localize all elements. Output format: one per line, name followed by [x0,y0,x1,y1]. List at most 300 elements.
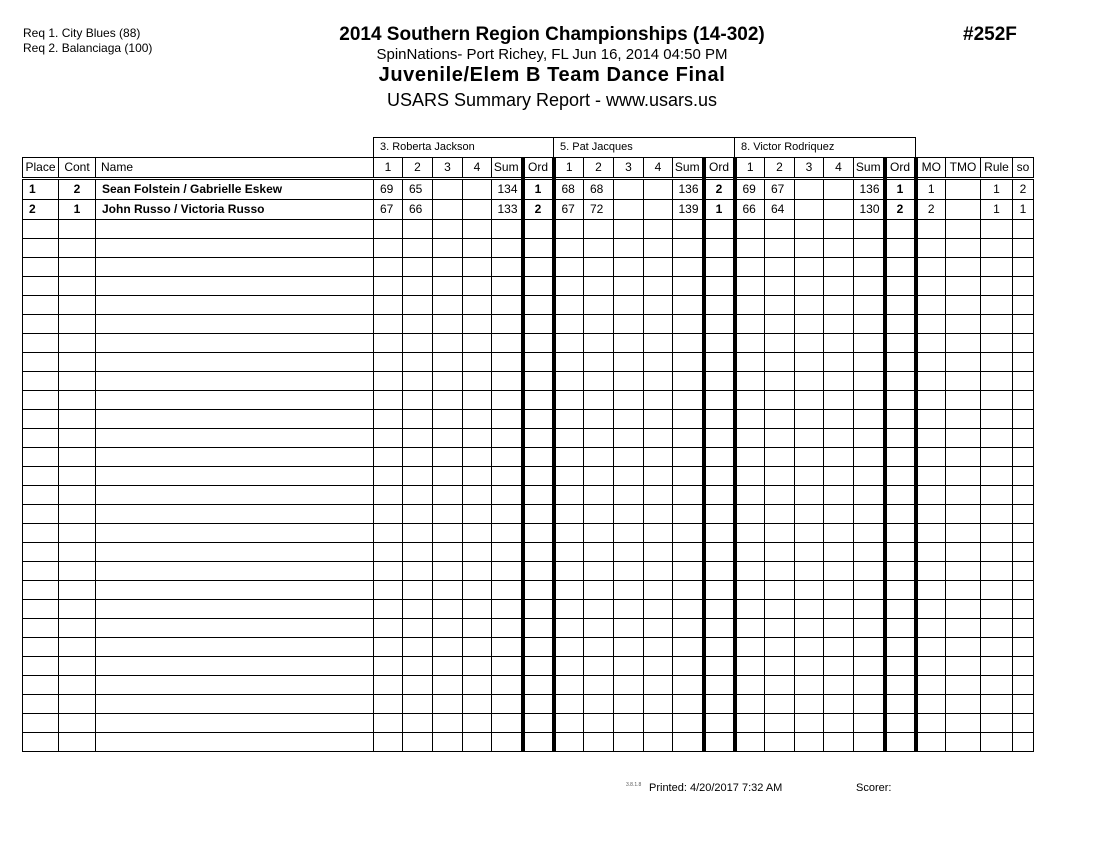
empty-cell [463,429,492,448]
empty-cell [916,562,946,581]
empty-cell [795,467,824,486]
empty-cell [644,543,673,562]
empty-cell [916,714,946,733]
empty-cell [463,372,492,391]
event-title: Juvenile/Elem B Team Dance Final [378,64,726,86]
printed-timestamp: Printed: 4/20/2017 7:32 AM [649,782,783,794]
col-tmo: TMO [946,158,981,179]
empty-cell [403,448,433,467]
empty-cell [1013,315,1034,334]
empty-cell [916,410,946,429]
empty-cell [96,524,374,543]
empty-cell [554,315,584,334]
empty-cell [523,486,554,505]
empty-cell [916,676,946,695]
rule-cell: 1 [981,179,1013,200]
empty-cell [735,486,765,505]
score-cell [824,179,854,200]
empty-cell [492,619,523,638]
empty-cell [96,505,374,524]
empty-cell [492,391,523,410]
empty-cell [916,581,946,600]
empty-cell [735,619,765,638]
empty-cell [824,486,854,505]
empty-cell [374,391,403,410]
empty-cell [614,315,644,334]
empty-cell [433,448,463,467]
empty-cell [584,638,614,657]
empty-cell [981,258,1013,277]
empty-cell [403,296,433,315]
empty-cell [463,467,492,486]
empty-cell [23,676,59,695]
empty-cell [554,391,584,410]
empty-cell [1013,429,1034,448]
scorer-label: Scorer: [856,782,892,794]
empty-cell [403,581,433,600]
empty-cell [96,448,374,467]
empty-cell [23,220,59,239]
score-cell: 66 [735,200,765,220]
empty-cell [463,258,492,277]
empty-row [23,505,1034,524]
empty-cell [374,695,403,714]
score-cell: 67 [554,200,584,220]
empty-cell [374,733,403,752]
empty-cell [584,733,614,752]
empty-cell [885,714,916,733]
col-j3-s3: 3 [795,158,824,179]
empty-row [23,429,1034,448]
empty-cell [735,353,765,372]
empty-cell [946,448,981,467]
empty-cell [673,372,704,391]
empty-cell [704,505,735,524]
empty-cell [492,657,523,676]
empty-cell [614,296,644,315]
empty-cell [735,581,765,600]
empty-cell [403,258,433,277]
empty-cell [981,733,1013,752]
empty-cell [523,619,554,638]
empty-cell [23,733,59,752]
empty-cell [1013,562,1034,581]
empty-cell [59,429,96,448]
empty-cell [765,258,795,277]
empty-cell [824,372,854,391]
empty-cell [946,467,981,486]
empty-cell [433,334,463,353]
empty-cell [523,467,554,486]
empty-cell [584,600,614,619]
empty-row [23,391,1034,410]
empty-cell [96,714,374,733]
empty-cell [704,296,735,315]
score-cell [463,200,492,220]
empty-cell [554,239,584,258]
empty-cell [946,543,981,562]
empty-cell [946,581,981,600]
empty-cell [463,600,492,619]
empty-cell [614,258,644,277]
empty-row [23,676,1034,695]
empty-cell [492,353,523,372]
empty-cell [403,600,433,619]
empty-cell [765,600,795,619]
empty-cell [704,315,735,334]
empty-cell [403,657,433,676]
empty-cell [824,733,854,752]
empty-cell [1013,277,1034,296]
empty-cell [795,676,824,695]
empty-cell [673,505,704,524]
score-cell [433,200,463,220]
empty-cell [824,296,854,315]
empty-cell [584,714,614,733]
empty-row [23,448,1034,467]
empty-cell [916,657,946,676]
empty-cell [795,429,824,448]
sum-cell: 136 [854,179,885,200]
empty-cell [824,391,854,410]
score-cell [614,179,644,200]
empty-cell [854,353,885,372]
empty-cell [854,619,885,638]
empty-cell [96,277,374,296]
empty-cell [824,239,854,258]
score-cell: 64 [765,200,795,220]
empty-cell [673,524,704,543]
col-j2-sum: Sum [673,158,704,179]
empty-cell [403,334,433,353]
empty-cell [885,524,916,543]
score-cell: 72 [584,200,614,220]
empty-cell [463,581,492,600]
col-j1-s4: 4 [463,158,492,179]
empty-cell [463,619,492,638]
empty-cell [981,315,1013,334]
col-j1-ord: Ord [523,158,554,179]
col-j3-sum: Sum [854,158,885,179]
empty-cell [96,467,374,486]
rule-cell: 1 [981,200,1013,220]
empty-cell [584,562,614,581]
empty-cell [433,315,463,334]
empty-cell [916,448,946,467]
empty-cell [1013,600,1034,619]
empty-cell [981,296,1013,315]
score-cell: 68 [554,179,584,200]
empty-row [23,638,1034,657]
empty-cell [704,714,735,733]
empty-row [23,353,1034,372]
empty-cell [96,239,374,258]
empty-cell [1013,733,1034,752]
empty-cell [673,619,704,638]
empty-cell [463,239,492,258]
empty-cell [824,410,854,429]
mo-cell: 1 [916,179,946,200]
empty-cell [554,562,584,581]
empty-cell [584,372,614,391]
empty-row [23,467,1034,486]
empty-cell [523,562,554,581]
empty-cell [981,467,1013,486]
empty-cell [433,524,463,543]
empty-cell [795,410,824,429]
empty-cell [374,372,403,391]
empty-cell [374,220,403,239]
empty-cell [735,676,765,695]
score-cell [614,200,644,220]
cont-cell: 1 [59,200,96,220]
sum-cell: 139 [673,200,704,220]
judge-header-1: 3. Roberta Jackson [373,137,554,157]
empty-cell [554,733,584,752]
empty-cell [824,600,854,619]
table-row [23,179,1034,200]
empty-cell [644,714,673,733]
empty-cell [795,315,824,334]
empty-cell [795,296,824,315]
empty-cell [885,581,916,600]
empty-cell [403,353,433,372]
empty-cell [644,410,673,429]
empty-cell [614,486,644,505]
empty-cell [433,714,463,733]
empty-cell [946,657,981,676]
empty-cell [824,695,854,714]
empty-cell [885,467,916,486]
empty-cell [433,657,463,676]
empty-cell [374,638,403,657]
empty-cell [463,733,492,752]
empty-cell [554,220,584,239]
empty-cell [59,410,96,429]
empty-cell [673,410,704,429]
empty-cell [704,543,735,562]
empty-cell [704,600,735,619]
empty-cell [916,315,946,334]
empty-cell [584,581,614,600]
score-cell [433,179,463,200]
empty-cell [673,581,704,600]
empty-cell [795,714,824,733]
empty-cell [554,638,584,657]
empty-cell [403,695,433,714]
empty-cell [492,733,523,752]
empty-cell [584,410,614,429]
empty-cell [96,410,374,429]
empty-cell [403,524,433,543]
empty-cell [463,562,492,581]
empty-cell [644,676,673,695]
empty-cell [614,220,644,239]
empty-cell [916,543,946,562]
empty-cell [554,467,584,486]
empty-cell [463,220,492,239]
empty-cell [523,410,554,429]
empty-cell [981,619,1013,638]
empty-cell [704,334,735,353]
empty-cell [735,429,765,448]
score-cell: 65 [403,179,433,200]
request-2: Req 2. Balanciaga (100) [23,41,153,55]
empty-cell [981,695,1013,714]
empty-cell [946,315,981,334]
col-j2-s2: 2 [584,158,614,179]
empty-row [23,695,1034,714]
empty-cell [735,391,765,410]
results-table [22,157,1034,752]
empty-cell [96,220,374,239]
empty-cell [59,657,96,676]
empty-row [23,372,1034,391]
empty-cell [916,391,946,410]
empty-cell [916,220,946,239]
empty-cell [765,410,795,429]
empty-cell [584,239,614,258]
empty-cell [704,353,735,372]
empty-cell [403,239,433,258]
empty-cell [704,258,735,277]
ordinal-cell: 2 [704,179,735,200]
empty-cell [644,581,673,600]
col-place: Place [23,158,59,179]
empty-cell [463,505,492,524]
empty-cell [854,486,885,505]
empty-cell [885,315,916,334]
empty-cell [403,372,433,391]
empty-cell [59,524,96,543]
score-cell: 67 [374,200,403,220]
empty-cell [946,391,981,410]
empty-cell [885,296,916,315]
empty-cell [854,258,885,277]
empty-row [23,296,1034,315]
empty-cell [946,239,981,258]
empty-cell [765,391,795,410]
empty-cell [735,695,765,714]
empty-cell [885,353,916,372]
empty-cell [433,676,463,695]
empty-cell [584,277,614,296]
empty-cell [1013,296,1034,315]
place-cell: 1 [23,179,59,200]
empty-cell [463,638,492,657]
empty-cell [492,220,523,239]
empty-cell [554,676,584,695]
empty-cell [916,239,946,258]
empty-cell [403,562,433,581]
empty-cell [554,372,584,391]
empty-cell [59,695,96,714]
empty-cell [916,638,946,657]
empty-cell [1013,372,1034,391]
empty-cell [492,334,523,353]
empty-cell [584,695,614,714]
empty-cell [824,334,854,353]
empty-cell [23,581,59,600]
empty-cell [765,315,795,334]
empty-cell [916,524,946,543]
competition-title: 2014 Southern Region Championships (14-302) [339,24,765,45]
empty-cell [96,391,374,410]
empty-cell [374,486,403,505]
empty-cell [23,600,59,619]
empty-cell [433,505,463,524]
empty-cell [854,505,885,524]
empty-cell [614,543,644,562]
empty-cell [23,448,59,467]
empty-cell [673,239,704,258]
empty-cell [644,733,673,752]
score-cell [463,179,492,200]
empty-cell [492,581,523,600]
col-j3-s2: 2 [765,158,795,179]
empty-cell [523,524,554,543]
empty-cell [854,372,885,391]
empty-cell [673,391,704,410]
empty-cell [735,543,765,562]
empty-cell [1013,258,1034,277]
empty-cell [885,505,916,524]
judge-header-2: 5. Pat Jacques [553,137,735,157]
empty-cell [59,714,96,733]
empty-cell [981,505,1013,524]
empty-cell [854,600,885,619]
empty-cell [23,619,59,638]
empty-row [23,524,1034,543]
empty-cell [854,733,885,752]
empty-cell [554,258,584,277]
empty-cell [433,353,463,372]
empty-cell [981,391,1013,410]
score-cell [795,179,824,200]
empty-cell [946,505,981,524]
empty-cell [765,695,795,714]
empty-cell [584,676,614,695]
score-cell [644,200,673,220]
empty-cell [824,277,854,296]
empty-cell [644,600,673,619]
empty-cell [704,657,735,676]
empty-cell [644,353,673,372]
empty-row [23,277,1034,296]
empty-cell [644,486,673,505]
empty-row [23,581,1034,600]
empty-cell [795,733,824,752]
empty-cell [795,543,824,562]
empty-cell [374,429,403,448]
request-1: Req 1. City Blues (88) [23,26,141,40]
empty-cell [673,486,704,505]
empty-cell [374,448,403,467]
cont-cell: 2 [59,179,96,200]
ordinal-cell: 1 [704,200,735,220]
empty-cell [735,277,765,296]
empty-cell [735,258,765,277]
empty-cell [735,296,765,315]
empty-cell [614,657,644,676]
empty-cell [523,391,554,410]
empty-cell [59,505,96,524]
empty-cell [492,524,523,543]
empty-cell [673,334,704,353]
empty-cell [981,524,1013,543]
empty-cell [644,695,673,714]
empty-cell [704,467,735,486]
